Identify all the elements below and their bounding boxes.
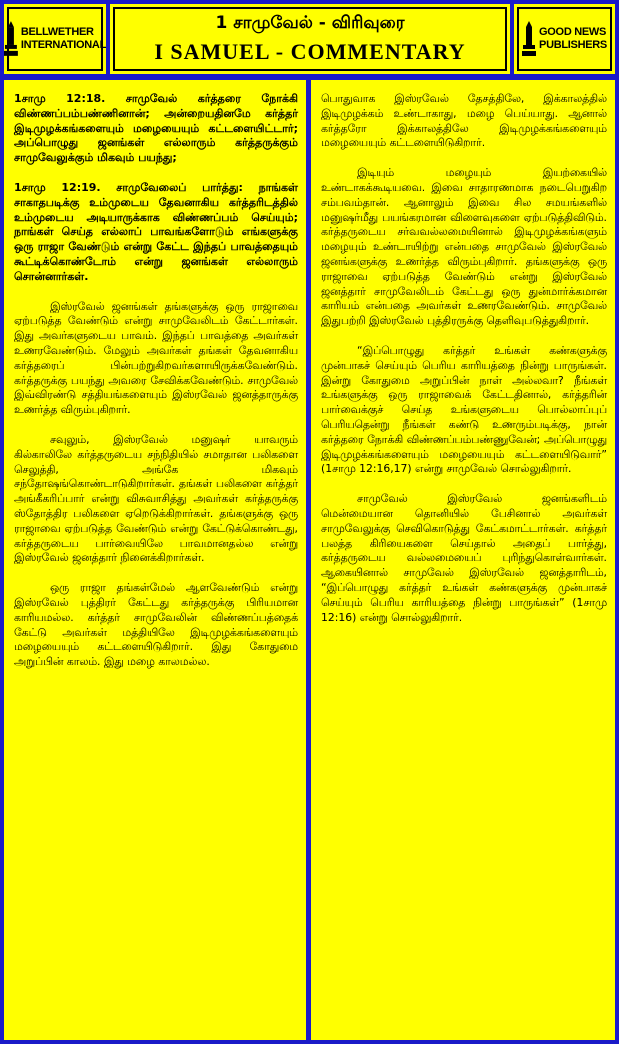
page-title-tamil: 1 சாமுவேல் - விரிவுரை xyxy=(215,13,405,33)
commentary-paragraph: சவுலும், இஸ்ரவேல் மனுஷர் யாவரும் கில்காலிலே கர்த்தருடைய சந்நிதியில் சமாதான பலிகளை செலுத்தி, அங்கே மிகவும் சந்தோஷங்கொண்டாடுகிறார்கள். தங்கள் பலிகளை கர்த்தர் அங்கீகரிப்பார் என்று விசுவாசித்து அவர்கள் கர்த்தருக்கு ஸ்தோத்திர பலிகளை ஏறெடுக்கிறார்கள். தங்களுக்கு ஒரு ராஜாவை ஏற்படுத்த வேண்டும் என்று கேட்டுக்கொண்டது, கர்த்தருடைய பார்வையிலே பாவமானதல்ல என்று இஸ்ரவேல் ஜனத்தார் நினைக்கிறார்கள். xyxy=(14,432,298,565)
title-panel xyxy=(110,4,510,74)
page-title-english: I SAMUEL - COMMENTARY xyxy=(154,39,466,64)
bellwether-line2: INTERNATIONAL xyxy=(20,39,106,51)
bellwether-logo-panel xyxy=(4,4,106,74)
goodnews-line1: GOOD NEWS xyxy=(539,26,607,38)
commentary-paragraph: “இப்பொழுது கர்த்தர் உங்கள் கண்களுக்கு முன்பாகச் செய்யும் பெரிய காரியத்தை நின்று பாருங்கள். இன்று கோதுமை அறுப்பின் நாள் அல்லவா? நீங்கள் உங்களுக்கு ஒரு ராஜாவைக் கேட்டதினால், கர்த்தரின் பார்வைக்குச் செய்த உங்களுடைய பொல்லாப்புப் பெரியதென்று நீங்கள் கண்டு உணரும்படிக்கு, நான் கர்த்தரை நோக்கி விண்ணப்பம்பண்ணுவேன்; அப்பொழுது இடிமுழக்கங்களையும் மழையையும் கட்டளையிடுவார்” (1சாமு 12:16,17) என்று சாமுவேல் சொல்லுகிறார். xyxy=(321,343,607,476)
verse-12-19: 1சாமு 12:19. சாமுவேலைப் பார்த்து: நாங்கள் சாகாதபடிக்கு உம்முடைய தேவனாகிய கர்த்தரிடத்தில் உம்முடைய அடியாருக்காக விண்ணப்பம் செய்யும்; நாங்கள் செய்த எல்லாப் பாவங்களோடும் எங்களுக்கு ஒரு ராஜா வேண்டும் என்று கேட்ட இந்தப் பாவத்தையும் கூட்டிக்கொண்டோம் என்று ஜனங்கள் எல்லாரும் சொன்னார்கள். xyxy=(14,180,298,283)
commentary-paragraph: இஸ்ரவேல் ஜனங்கள் தங்களுக்கு ஒரு ராஜாவை ஏற்படுத்த வேண்டும் என்று சாமுவேலிடம் கேட்டார்கள். இது அவர்களுடைய பாவம். இந்தப் பாவத்தை அவர்கள் உணரவேண்டும். மேலும் அவர்கள் தங்கள் தேவனாகிய கர்த்தரைப் பின்பற்றுகிறவர்களாயிருக்கவேண்டும். கர்த்தருக்கு பயந்து அவரை சேவிக்கவேண்டும். சாமுவேல் இவ்விரண்டு சத்தியங்களையும் இஸ்ரவேல் ஜனத்தாருக்கு உணர்த்த விரும்புகிறார். xyxy=(14,299,298,417)
commentary-paragraph: சாமுவேல் இஸ்ரவேல் ஜனங்களிடம் மென்மையான தொனியில் பேசினால் அவர்கள் சாமுவேலுக்கு செவிகொடுத்து கேட்கமாட்டார்கள். கர்த்தர் பலத்த கிரியைகளை செய்தால் அதைப் பார்த்து, கர்த்தருடைய வல்லமையைப் புரிந்துகொள்வார்கள். ஆகையினால் சாமுவேல் இஸ்ரவேல் ஜனத்தாரிடம், “இப்பொழுது கர்த்தர் உங்கள் கண்களுக்கு முன்பாகச் செய்யும் பெரிய காரியத்தை நின்று பாருங்கள்” (1சாமு 12:16) என்று சொல்லுகிறார். xyxy=(321,492,607,624)
bellwether-line1: BELLWETHER xyxy=(20,26,94,38)
commentary-paragraph: இடியும் மழையும் இயற்கையில் உண்டாகக்கூடியவை. இவை சாதாரணமாக நடைபெறுகிற சம்பவம்தான். ஆனாலும் இவை சில சமயங்களில் மனுஷர்மீது பயங்கரமான விளைவுகளை ஏற்படுத்திவிடும். கர்த்தருடைய சர்வவல்லமையினால் இடிமுழக்கங்களும் மழையும் உண்டாயிற்று என்பதை சாமுவேல் இஸ்ரவேல் ஜனங்களுக்கு உணர்த்த விரும்புகிறார். தங்களுக்கு ஒரு ராஜாவை ஏற்படுத்த வேண்டும் என்று இஸ்ரவேல் ஜனத்தார் சாமுவேலிடம் கேட்டது ஒரு துன்மார்க்கமான காரியம் என்பதை அவர்கள் உணரவேண்டும். சாமுவேல் இதுபற்றி இஸ்ரவேல் புத்திரருக்கு தெளிவுபடுத்துகிறார். xyxy=(321,166,607,328)
goodnews-logo-panel xyxy=(514,4,615,74)
commentary-paragraph: பொதுவாக இஸ்ரவேல் தேசத்திலே, இக்காலத்தில் இடிமுழக்கம் உண்டாகாது, மழை பெய்யாது. ஆனால் கர்த்தரோ இக்காலத்திலே இடிமுழக்கங்களையும் மழையையும் கட்டளையிடுகிறார். xyxy=(321,92,607,150)
goodnews-line2: PUBLISHERS xyxy=(539,39,607,51)
right-column xyxy=(311,80,615,1040)
verse-12-18: 1சாமு 12:18. சாமுவேல் கர்த்தரை நோக்கி விண்ணப்பம்பண்ணினான்; அன்றையதினமே கர்த்தர் இடிமுழக்கங்களையும் மழையையும் கட்டளையிட்டார்; அப்பொழுது ஜனங்கள் எல்லாரும் கர்த்தருக்கும் சாமுவேலுக்கும் மிகவும் பயந்து; xyxy=(14,92,298,165)
commentary-paragraph: ஒரு ராஜா தங்கள்மேல் ஆளவேண்டும் என்று இஸ்ரவேல் புத்திரர் கேட்டது கர்த்தருக்கு பிரியமான காரியமல்ல. கர்த்தர் சாமுவேலின் விண்ணப்பத்தைக் கேட்டு அவர்கள் மத்தியிலே இடிமுழக்கங்களையும் மழையையும் கட்டளையிடுகிறார். இது கோதுமை அறுப்பின் காலம். இது மழை காலமல்ல. xyxy=(14,581,298,669)
left-column xyxy=(4,80,306,1040)
